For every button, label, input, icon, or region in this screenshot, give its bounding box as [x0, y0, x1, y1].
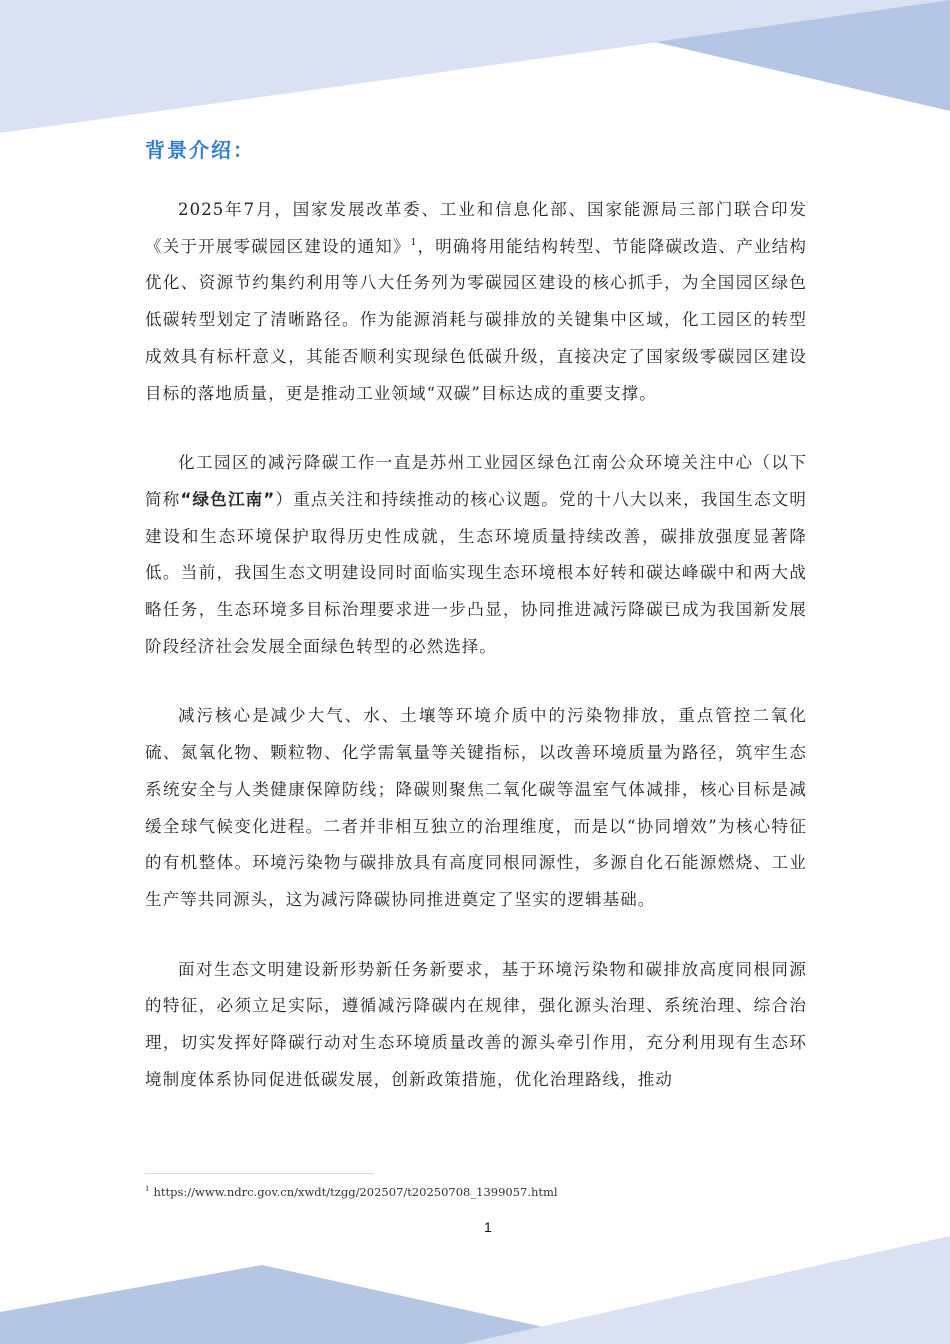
section-heading: 背景介绍： [145, 138, 255, 162]
paragraph-1-text-b: ，明确将用能结构转型、节能降碳改造、产业结构优化、资源节约集约利用等八大任务列为零碳园区建设的核心抓手，为全国园区绿色低碳转型划定了清晰路径。作为能源消耗与碳排放的关键集中区域，化工园区的转型成效具有标杆意义，其能否顺利实现绿色低碳升级，直接决定了国家级零碳园区建设目标的落地质量，更是推动工业领域“双碳”目标达成的重要支撑。 [145, 236, 807, 403]
footer-band-dark [0, 1265, 620, 1344]
header-band-light [0, 0, 950, 133]
body-text [145, 192, 807, 1131]
paragraph-4: 面对生态文明建设新形势新任务新要求，基于环境污染物和碳排放高度同根同源的特征，必须立足实际，遵循减污降碳内在规律，强化源头治理、系统治理、综合治理，切实发挥好降碳行动对生态环境质量改善的源头牵引作用，充分利用现有生态环境制度体系协同促进低碳发展，创新政策措施，优化治理路线，推动 [145, 959, 807, 1089]
footnote-url[interactable]: https://www.ndrc.gov.cn/xwdt/tzgg/202507/t20250708_1399057.html [153, 1185, 558, 1199]
page-number: 1 [484, 1219, 492, 1235]
footnote-separator [145, 1173, 374, 1174]
organization-shortname: “绿色江南” [180, 489, 276, 509]
footnote-ref[interactable]: 1 [410, 237, 418, 248]
paragraph-2-text-b: ）重点关注和持续推动的核心议题。党的十八大以来，我国生态文明建设和生态环境保护取得历史性成就，生态环境质量持续改善，碳排放强度显著降低。当前，我国生态文明建设同时面临实现生态环境根本好转和碳达峰碳中和两大战略任务，生态环境多目标治理要求进一步凸显，协同推进减污降碳已成为我国新发展阶段经济社会发展全面绿色转型的必然选择。 [145, 489, 808, 656]
paragraph-3: 减污核心是减少大气、水、土壤等环境介质中的污染物排放，重点管控二氧化硫、氮氧化物、颗粒物、化学需氧量等关键指标，以改善环境质量为路径，筑牢生态系统安全与人类健康保障防线；降碳则聚焦二氧化碳等温室气体减排，核心目标是减缓全球气候变化进程。二者并非相互独立的治理维度，而是以“协同增效”为核心特征的有机整体。环境污染物与碳排放具有高度同根同源性，多源自化石能源燃烧、工业生产等共同源头，这为减污降碳协同推进奠定了坚实的逻辑基础。 [145, 706, 807, 909]
footer-band-light [463, 1236, 950, 1344]
header-band-dark [655, 0, 950, 111]
footnote-marker: 1 [145, 1185, 150, 1193]
paragraph-2-text-a: 化工园区的减污降碳工作一直是苏州工业园区绿色江南公众环境关注中心（以下简称 [145, 453, 807, 509]
footnote [145, 1185, 558, 1199]
paragraph-2 [145, 445, 807, 665]
paragraph-1-text-a: 2025年7月，国家发展改革委、工业和信息化部、国家能源局三部门联合印发《关于开展零碳园区建设的通知》 [145, 200, 807, 256]
paragraph-1 [145, 192, 807, 412]
